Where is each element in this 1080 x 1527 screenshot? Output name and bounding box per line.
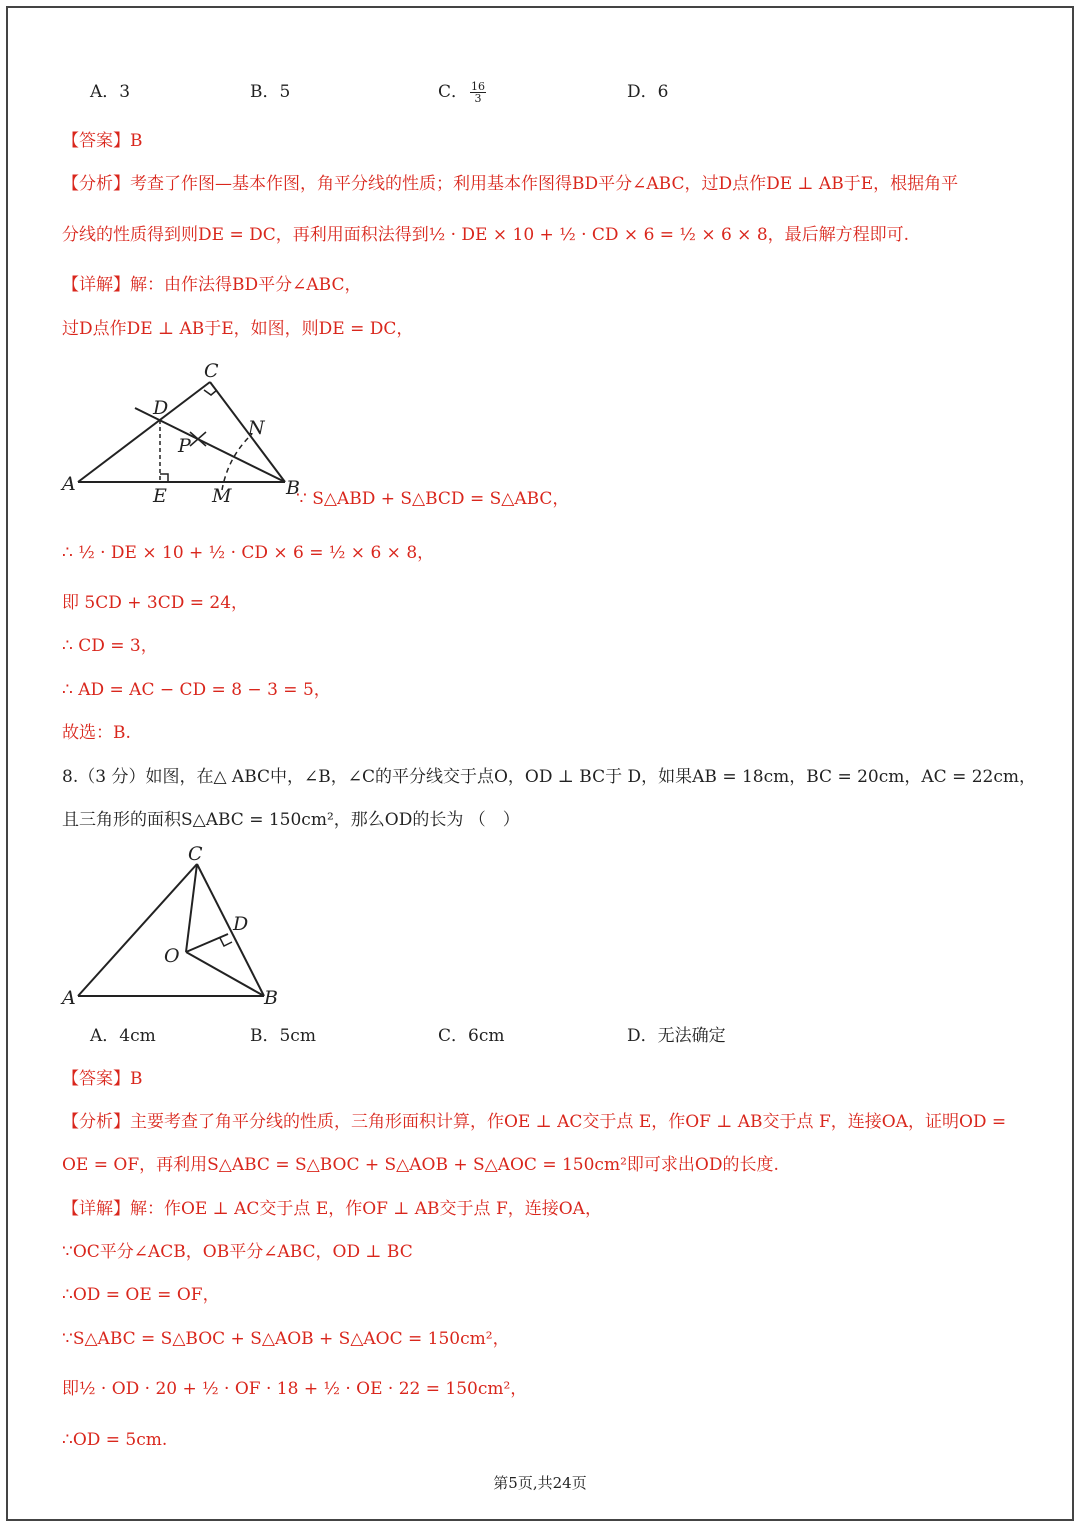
q7-label-c: C [204,360,219,382]
q8-label-a: A [62,987,76,1009]
q8-detail-line4: ∵S△ABC = S△BOC + S△AOB + S△AOC = 150cm²， [62,1329,510,1349]
q7-label-b: B [286,477,300,499]
q8-detail-line6: ∴OD = 5cm. [62,1430,168,1450]
q7-option-d: D．6 [627,82,669,102]
q8-label-c: C [188,843,203,865]
q7-option-b: B．5 [250,82,291,102]
q8-question-line2: 且三角形的面积S△ABC = 150cm²，那么OD的长为 （ ） [62,810,520,830]
q7-step3: ∴ CD = 3， [62,636,158,656]
page-footer: 第5页,共24页 [493,1474,587,1492]
q8-label-b: B [264,987,278,1009]
q8-label-d: D [233,913,249,935]
q7-label-e: E [153,485,167,507]
q7-step4: ∴ AD = AC − CD = 8 − 3 = 5， [62,680,331,700]
q7-analysis-line1: 【分析】考查了作图—基本作图，角平分线的性质；利用基本作图得BD平分∠ABC，过D点作DE ⊥ AB于E，根据角平 [62,174,959,194]
q8-option-c: C．6cm [438,1026,505,1046]
q8-analysis-line2: OE = OF，再利用S△ABC = S△BOC + S△AOB + S△AOC = 150cm²即可求出OD的长度. [62,1155,779,1175]
q8-option-a: A．4cm [90,1026,156,1046]
q7-analysis-line2: 分线的性质得到则DE = DC，再利用面积法得到½ · DE × 10 + ½ · CD × 6 = ½ × 6 × 8，最后解方程即可. [62,225,910,245]
q8-label-o: O [164,945,180,967]
q8-question-line1: 8.（3 分）如图，在△ ABC中，∠B，∠C的平分线交于点O，OD ⊥ BC于 D，如果AB = 18cm，BC = 20cm，AC = 22cm， [62,767,1036,787]
q8-detail-line2: ∵OC平分∠ACB，OB平分∠ABC，OD ⊥ BC [62,1242,413,1262]
q7-label-a: A [62,473,76,495]
q8-option-d: D．无法确定 [627,1026,726,1046]
q7-step2: 即 5CD + 3CD = 24， [62,593,249,613]
q8-segment-oc [186,864,197,952]
q7-label-n: N [248,417,265,439]
q8-triangle-figure [60,842,290,1012]
q8-analysis-line1: 【分析】主要考查了角平分线的性质，三角形面积计算，作OE ⊥ AC交于点 E，作OF ⊥ AB交于点 F，连接OA，证明OD = [62,1112,1007,1132]
q8-detail-line5: 即½ · OD · 20 + ½ · OF · 18 + ½ · OE · 22 = 150cm²， [62,1379,528,1399]
q7-option-c: C． $\frac{16}{3}$ [438,80,486,105]
q7-area-equation: ∵ S△ABD + S△BCD = S△ABC， [296,489,570,509]
q7-detail-line1: 【详解】解：由作法得BD平分∠ABC， [62,275,362,295]
q8-option-b: B．5cm [250,1026,316,1046]
q8-detail-line3: ∴OD = OE = OF， [62,1285,220,1305]
q7-conclusion: 故选：B. [62,723,131,743]
q7-option-c-fraction: $\frac{16}{3}$ [471,80,486,105]
q7-right-angle-e [160,474,168,482]
q8-detail-line1: 【详解】解：作OE ⊥ AC交于点 E，作OF ⊥ AB交于点 F，连接OA， [62,1199,602,1219]
q7-right-angle-c [204,390,217,395]
q8-segment-ac [78,864,197,996]
q8-right-angle-d [220,938,232,946]
q7-option-a: A．3 [90,82,131,102]
q7-step1: ∴ ½ · DE × 10 + ½ · CD × 6 = ½ × 6 × 8， [62,543,435,563]
q8-answer: 【答案】B [62,1069,143,1089]
q7-answer: 【答案】B [62,131,143,151]
q7-label-d: D [153,397,169,419]
q7-triangle-figure [60,360,320,507]
q7-label-m: M [212,485,232,507]
q7-label-p: P [178,435,191,457]
q7-detail-line2: 过D点作DE ⊥ AB于E，如图，则DE = DC， [62,319,414,339]
